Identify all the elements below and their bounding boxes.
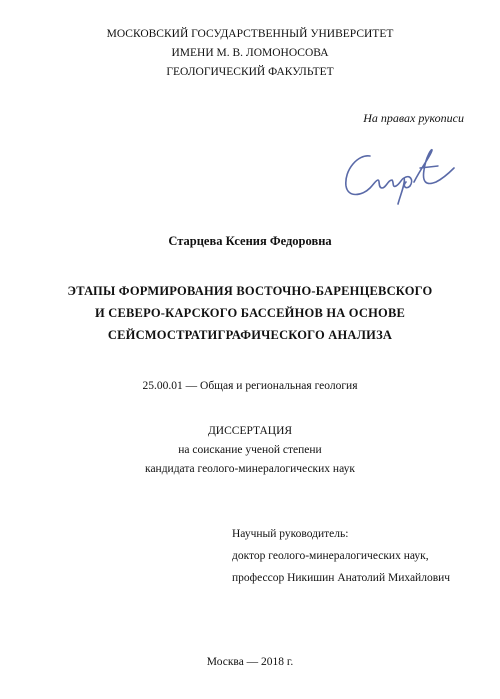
university-name-suffix: ИМЕНИ М. В. ЛОМОНОСОВА	[171, 47, 329, 59]
degree-name: кандидата геолого-минералогических наук	[145, 463, 355, 475]
advisor-name: профессор Никишин Анатолий Михайлович	[232, 572, 451, 584]
degree-purpose: на соискание ученой степени	[178, 444, 322, 456]
dissertation-title	[0, 280, 500, 346]
title-line: И СЕВЕРО-КАРСКОГО БАССЕЙНОВ НА ОСНОВЕ	[94, 306, 406, 320]
city-year: Москва — 2018 г.	[206, 656, 294, 668]
dissertation-block	[0, 422, 500, 479]
handwritten-signature	[340, 146, 458, 208]
faculty-name: ГЕОЛОГИЧЕСКИЙ ФАКУЛЬТЕТ	[166, 66, 334, 78]
title-line: СЕЙСМОСТРАТИГРАФИЧЕСКОГО АНАЛИЗА	[107, 328, 393, 342]
advisor-label: Научный руководитель:	[232, 528, 349, 540]
specialty-code: 25.00.01 — Общая и региональная геология	[142, 380, 358, 392]
advisor-degree: доктор геолого-минералогических наук,	[232, 550, 429, 562]
dissertation-label: ДИССЕРТАЦИЯ	[207, 425, 293, 437]
university-header	[0, 25, 500, 82]
manuscript-rights-note: На правах рукописи	[363, 111, 464, 125]
title-line: ЭТАПЫ ФОРМИРОВАНИЯ ВОСТОЧНО-БАРЕНЦЕВСКОГО	[67, 284, 433, 298]
author-name: Старцева Ксения Федоровна	[168, 234, 332, 248]
university-name: МОСКОВСКИЙ ГОСУДАРСТВЕННЫЙ УНИВЕРСИТЕТ	[106, 28, 394, 40]
advisor-block	[232, 523, 450, 589]
